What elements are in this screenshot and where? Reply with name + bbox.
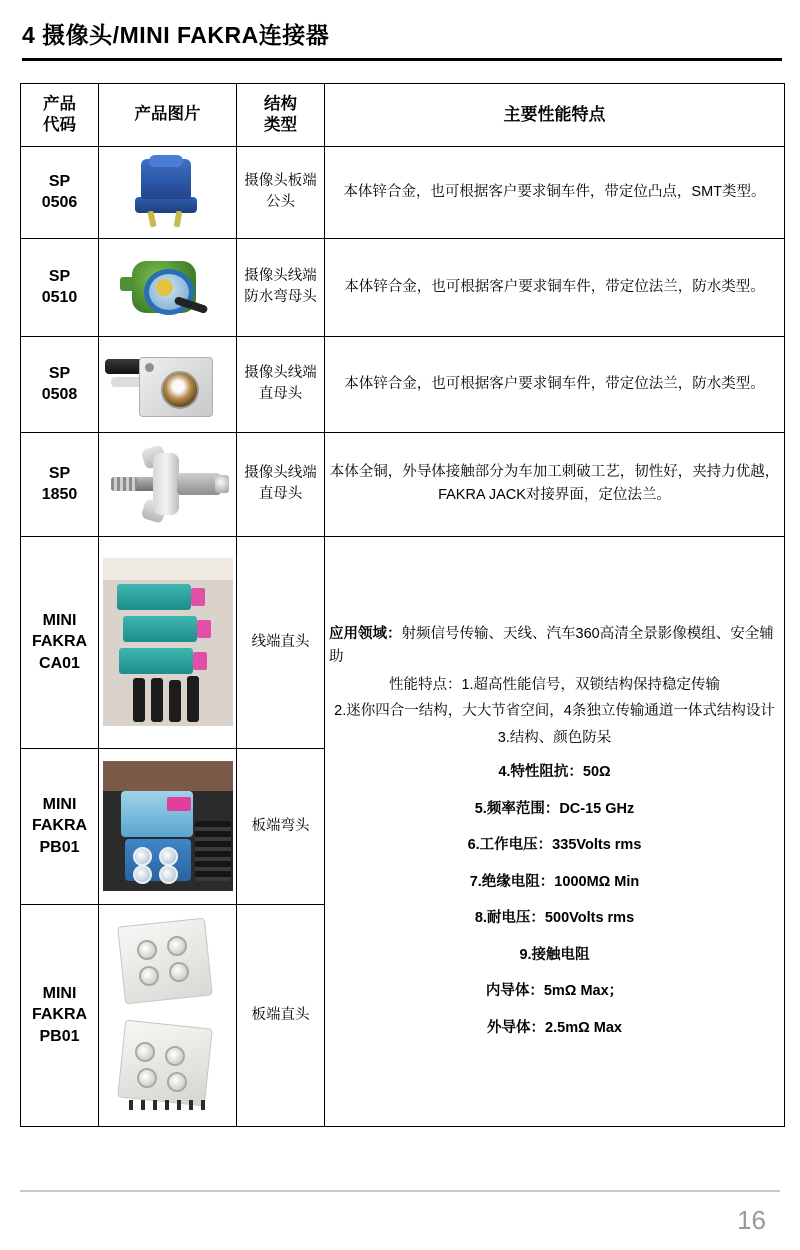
product-image-cell	[99, 432, 237, 536]
structure-type-cell: 摄像头线端防水弯母头	[237, 238, 325, 336]
product-code-line1: MINI	[42, 984, 77, 1002]
blue-board-end-male-connector-photo	[113, 153, 223, 231]
page-header	[18, 0, 782, 61]
product-code-cell	[21, 432, 99, 536]
description-cell: 本体锌合金，也可根据客户要求铜车件，带定位法兰，防水类型。	[325, 336, 785, 432]
column-header-code	[21, 83, 99, 146]
application-label: 应用领域：	[329, 626, 402, 643]
page-number: 16	[737, 1205, 766, 1235]
description-cell: 本体锌合金，也可根据客户要求铜车件，带定位法兰，防水类型。	[325, 238, 785, 336]
features-line-3: 3.结构、颜色防呆	[497, 729, 612, 746]
structure-type-cell: 板端直头	[237, 904, 325, 1126]
product-code-line3: PB01	[39, 1027, 80, 1045]
column-header-code-line2: 代码	[43, 115, 76, 134]
product-code-cell	[21, 238, 99, 336]
product-code-line2: FAKRA	[31, 633, 88, 651]
white-mini-fakra-straight-board-connector-photo	[105, 916, 231, 1114]
copper-straight-female-flange-connector-photo	[103, 443, 235, 525]
spec-item: 5.频率范围：DC-15 GHz	[474, 800, 635, 817]
features-line-2: 2.迷你四合一结构，大大节省空间，4条独立传输通道一体式结构设计	[334, 703, 775, 720]
structure-type-cell: 线端直头	[237, 536, 325, 748]
spec-item: 9.接触电阻	[519, 946, 590, 963]
spec-item: 4.特性阻抗：50Ω	[498, 764, 611, 781]
product-spec-table	[20, 83, 785, 1127]
product-code-line1: SP	[48, 267, 71, 285]
column-header-image: 产品图片	[99, 83, 237, 146]
column-header-description: 主要性能特点	[325, 83, 785, 146]
column-header-type-line1: 结构	[264, 94, 297, 113]
structure-type-cell: 摄像头线端直母头	[237, 336, 325, 432]
product-code-line1: MINI	[42, 795, 77, 813]
product-code-line2: FAKRA	[31, 817, 88, 835]
description-cell: 本体锌合金，也可根据客户要求铜车件，带定位凸点，SMT类型。	[325, 146, 785, 238]
spec-item: 内导体：5mΩ Max；	[485, 983, 624, 1000]
product-code-cell	[21, 748, 99, 904]
table-row	[21, 432, 785, 536]
product-image-cell	[99, 336, 237, 432]
table-header	[21, 83, 785, 146]
application-paragraph	[329, 623, 780, 668]
application-text: 射频信号传输、天线、汽车360高清全景影像模组、安全辅助	[329, 626, 774, 665]
product-image-cell	[99, 904, 237, 1126]
product-code-cell	[21, 536, 99, 748]
table-row	[21, 336, 785, 432]
product-code-line1: SP	[48, 364, 71, 382]
product-image-cell	[99, 748, 237, 904]
description-cell: 本体全铜，外导体接触部分为车加工刺破工艺，韧性好，夹持力优越，FAKRA JACK对接界面，定位法兰。	[325, 432, 785, 536]
column-header-type-line2: 类型	[264, 115, 297, 134]
spec-item: 8.耐电压：500Volts rms	[474, 910, 635, 927]
product-code-line2: 1850	[41, 486, 78, 504]
table-body	[21, 146, 785, 1126]
product-code-line2: 0510	[41, 289, 78, 307]
column-header-code-line1: 产品	[43, 94, 76, 113]
product-code-line2: 0508	[41, 386, 78, 404]
page-title: 4 摄像头/MINI FAKRA连接器	[22, 22, 330, 48]
product-code-line1: SP	[48, 464, 71, 482]
product-code-line3: CA01	[39, 654, 80, 672]
product-code-cell	[21, 336, 99, 432]
blue-mini-fakra-right-angle-board-connector-photo	[103, 761, 233, 891]
features-line-1	[329, 674, 780, 696]
product-code-line2: 0506	[41, 194, 78, 212]
structure-type-cell: 摄像头板端公头	[237, 146, 325, 238]
grey-straight-female-connector-photo	[105, 347, 231, 421]
spec-table-wrapper	[18, 83, 782, 1127]
product-image-cell	[99, 146, 237, 238]
mini-fakra-spec-cell	[325, 536, 785, 1126]
features-label: 性能特点：	[388, 676, 462, 693]
product-code-line3: PB01	[39, 838, 80, 856]
green-waterproof-elbow-female-connector-photo	[112, 249, 224, 325]
column-header-type	[237, 83, 325, 146]
structure-type-cell: 摄像头线端直母头	[237, 432, 325, 536]
spec-item: 6.工作电压：335Volts rms	[467, 837, 642, 854]
product-image-cell	[99, 238, 237, 336]
header-divider	[22, 58, 782, 61]
table-row	[21, 146, 785, 238]
teal-mini-fakra-cable-connector-photo	[103, 558, 233, 726]
product-code-line2: FAKRA	[31, 1006, 88, 1024]
product-code-line1: MINI	[42, 611, 77, 629]
table-row	[21, 238, 785, 336]
footer-divider	[20, 1190, 780, 1192]
spec-item: 外导体：2.5mΩ Max	[487, 1019, 622, 1036]
product-code-cell	[21, 904, 99, 1126]
product-code-cell	[21, 146, 99, 238]
structure-type-cell: 板端弯头	[237, 748, 325, 904]
product-code-line1: SP	[48, 172, 71, 190]
feature-1-text: 1.超高性能信号，双锁结构保持稳定传输	[461, 676, 721, 693]
product-image-cell	[99, 536, 237, 748]
table-header-row	[21, 83, 785, 146]
spec-item: 7.绝缘电阻：1000MΩ Min	[469, 873, 640, 890]
table-row	[21, 536, 785, 748]
